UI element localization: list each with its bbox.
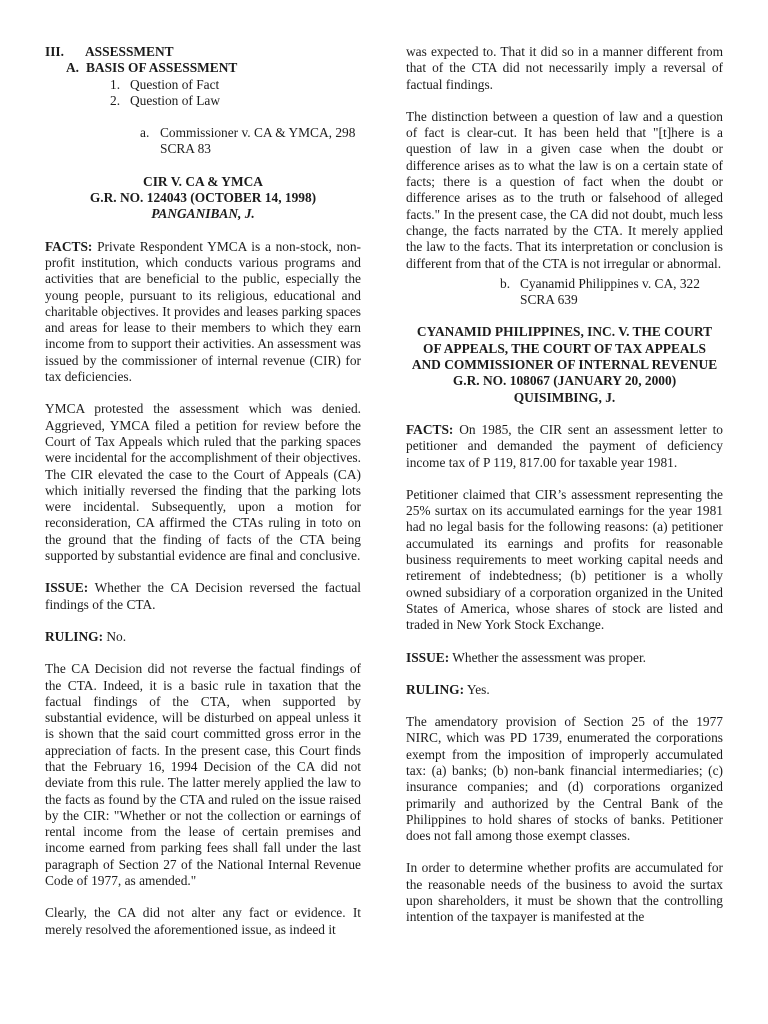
right-column [406, 44, 723, 942]
facts-text: Private Respondent YMCA is a non-stock, non-profit institution, which conducts various programs and activities that are beneficial to the public, especially the young people, pursuant to its religious, educational and charitable objectives. It provides and leases parking spaces and areas for lease to their members to which they earn income from to support their activities. An assessment was issued by the commissioner of internal revenue (CIR) for tax deficiencies. [45, 238, 361, 385]
case-title [406, 324, 723, 405]
ruling-paragraph [406, 682, 723, 698]
ruling-label: RULING: [45, 628, 104, 644]
left-column [45, 44, 361, 954]
body-paragraph: The amendatory provision of Section 25 of the 1977 NIRC, which was PD 1739, enumerated the corporations exempt from the imposition of improperly accumulated tax: (a) banks; (b) non-bank financial intermediaries; (c) insurance companies; and (d) corporations organized primarily and authorized by the Central Bank of the Philippines to hold shares of stocks of banks. Petitioner does not fall among those exempt classes. [406, 714, 723, 844]
facts-text: On 1985, the CIR sent an assessment letter to petitioner and demanded the payment of deficiency income tax of P 119, 817.00 for taxable year 1981. [406, 421, 723, 470]
outline-item-text: Question of Fact [130, 76, 220, 92]
facts-paragraph [406, 422, 723, 471]
case-reference-text: Cyanamid Philippines v. CA, 322 SCRA 639 [520, 275, 700, 308]
body-paragraph: The CA Decision did not reverse the factual findings of the CTA. Indeed, it is a basic rule in taxation that the factual findings of the CTA, when supported by substantial evidence, will be disturbed on appeal unless it is shown that the said court committed gross error in the appreciation of facts. In the present case, this Court finds that the February 16, 1994 Decision of the CA did not deviate from this rule. The latter merely applied the law to the facts as found by the CTA and ruled on the issue raised by the CIR: "Whether or not the collection or earnings of rental income from the lease of certain premises and income earned from parking fees shall fall under the last paragraph of Section 27 of the National Internal Revenue Code of 1977, as amended." [45, 661, 361, 889]
body-paragraph: Clearly, the CA did not alter any fact or evidence. It merely resolved the aforementioned issue, as indeed it [45, 905, 361, 937]
case-title [45, 174, 361, 223]
case-title-line: QUISIMBING, J. [513, 389, 616, 405]
subsection-number: A. [66, 60, 80, 76]
case-title-line: AND COMMISSIONER OF INTERNAL REVENUE [411, 357, 718, 373]
case-reference-b [406, 276, 723, 309]
case-title-line: G.R. NO. 108067 (JANUARY 20, 2000) [452, 373, 677, 389]
ruling-text: Yes. [466, 681, 490, 697]
section-heading [45, 44, 361, 60]
case-title-line: G.R. NO. 124043 (OCTOBER 14, 1998) [89, 190, 317, 206]
case-reference-letter: b. [500, 275, 511, 291]
case-reference-letter: a. [140, 125, 150, 141]
ruling-paragraph [45, 629, 361, 645]
body-paragraph: The distinction between a question of law and a question of fact is clear-cut. It has been held that "[t]here is a question of law in a given case when the doubt or difference arises as to what the law is on a certain state of facts; there is a question of fact when the doubt or difference arises as to the truth or falsehood of alleged facts." In the present case, the CA did not doubt, much less change, the facts narrated by the CTA. It merely applied the law to the facts. That its interpretation or conclusion is different from that of the CTA is not irregular or abnormal. [406, 108, 723, 271]
issue-paragraph [406, 650, 723, 666]
issue-label: ISSUE: [45, 580, 89, 596]
issue-text: Whether the CA Decision reversed the factual findings of the CTA. [45, 580, 362, 612]
issue-paragraph [45, 580, 361, 613]
case-title-line: CYANAMID PHILIPPINES, INC. V. THE COURT [416, 324, 713, 340]
facts-paragraph [45, 239, 361, 386]
outline-item-number: 2. [110, 92, 121, 108]
case-title-line: PANGANIBAN, J. [151, 206, 255, 222]
issue-text: Whether the assessment was proper. [452, 649, 647, 665]
case-reference-text: Commissioner v. CA & YMCA, 298 SCRA 83 [160, 125, 356, 157]
outline-item-text: Question of Law [130, 92, 220, 108]
facts-label: FACTS: [406, 421, 454, 437]
body-paragraph: was expected to. That it did so in a manner different from that of the CTA did not necessarily imply a reversal of factual findings. [406, 44, 723, 92]
section-title: ASSESSMENT [85, 44, 174, 59]
outline-item [45, 77, 361, 93]
subsection-heading [45, 60, 361, 76]
body-paragraph: In order to determine whether profits are accumulated for the reasonable needs of the business to avoid the surtax upon shareholders, it must be shown that the controlling intention of the taxpayer is manifested at the [406, 860, 723, 925]
case-title-line: OF APPEALS, THE COURT OF TAX APPEALS [423, 340, 706, 356]
outline-item [45, 93, 361, 109]
subsection-title: BASIS OF ASSESSMENT [86, 60, 238, 76]
outline-item-number: 1. [110, 76, 121, 92]
body-paragraph: Petitioner claimed that CIR’s assessment representing the 25% surtax on its accumulated earnings for the year 1981 had no legal basis for the following reasons: (a) petitioner accumulated its earnings and profits for reasonable business requirements to meet working capital needs and retirement of indebtedness; (b) petitioner is a wholly owned subsidiary of a corporation organized in the United States of America, whose shares of stock are listed and traded in New York Stock Exchange. [406, 486, 723, 633]
outline [45, 44, 361, 109]
issue-label: ISSUE: [406, 649, 450, 665]
case-reference-a [45, 125, 361, 158]
facts-label: FACTS: [45, 238, 93, 254]
ruling-text: No. [106, 628, 127, 644]
body-paragraph: YMCA protested the assessment which was denied. Aggrieved, YMCA filed a petition for review before the Court of Tax Appeals which ruled that the parking spaces were incidental for the accomplishment of their objectives. The CIR elevated the case to the Court of Appeals (CA) which initially reversed the finding that the parking lots were incidental. Subsequently, upon a motion for reconsideration, CA affirmed the CTAs ruling in toto on the ground that the finding of facts of the CTA being supported by substantial evidence are final and conclusive. [45, 401, 361, 564]
ruling-label: RULING: [406, 681, 465, 697]
section-number: III. [45, 44, 64, 59]
case-title-line: CIR V. CA & YMCA [143, 173, 263, 189]
